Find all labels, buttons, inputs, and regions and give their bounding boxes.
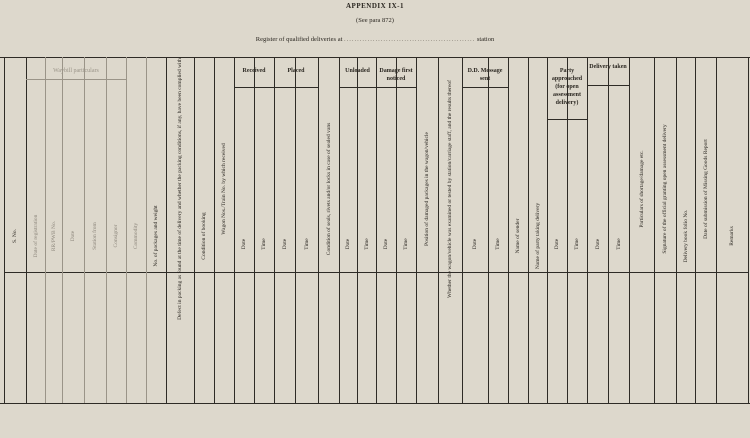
group-underline — [462, 87, 508, 88]
column-rule — [716, 57, 717, 403]
group-underline — [339, 87, 376, 88]
column-rule — [462, 57, 463, 403]
column-rule — [146, 57, 147, 403]
group-underline — [234, 87, 274, 88]
column-rule — [695, 57, 696, 403]
column-header-text: Date — [554, 238, 560, 250]
column-header-text: Date — [472, 238, 478, 250]
group-header: Received — [242, 68, 266, 74]
column-rule — [416, 57, 417, 403]
column-header-text: Time — [615, 238, 622, 250]
column-rule — [748, 57, 749, 403]
column-rule — [126, 57, 127, 403]
register-blank: .................................................. — [344, 36, 476, 43]
column-header-text: Time — [363, 238, 370, 250]
column-header-text: Defect in packing as found at the time of delivery and whether the packing conditions, if any, have been complied with — [177, 58, 183, 320]
column-header-text: Delivery book folio No. — [682, 209, 689, 263]
group-underline — [587, 85, 629, 86]
column-header-text: Date — [241, 238, 247, 250]
column-rule — [629, 57, 630, 403]
column-rule — [339, 57, 340, 403]
column-header-text: Particulars of shortage/damage etc. — [638, 150, 645, 228]
group-underline — [376, 87, 416, 88]
column-header-text: No. of packages and weight — [153, 205, 159, 267]
column-header-text: Date — [383, 238, 389, 250]
column-header-text: Date — [70, 230, 76, 242]
column-rule — [194, 57, 195, 403]
table-top-rule — [0, 57, 750, 58]
column-header-text: Condition of booking — [201, 212, 207, 260]
column-header-text: Name of sender — [515, 218, 521, 254]
column-header-text: Condition of seals, rivets and/or locks in case of sealed vans — [325, 122, 332, 256]
column-header-text: Station from — [92, 222, 98, 250]
register-suffix: station — [476, 36, 495, 43]
column-header-text: Signature of the official granting open assessment delivery — [662, 124, 668, 254]
group-header: Damage first noticed — [379, 68, 413, 82]
column-header-text: Time — [574, 238, 580, 250]
column-header-text: RR/PWB No. — [50, 220, 57, 252]
column-rule — [654, 57, 655, 403]
column-rule — [608, 57, 609, 403]
column-header-text: Position of damaged packages in the wagon/vehicle — [424, 132, 430, 246]
column-rule — [4, 57, 5, 403]
group-header: Delivery taken — [589, 64, 627, 70]
group-header: Party approached (for open assessment delivery) — [551, 68, 583, 106]
column-header-text: Wagon Nos./Train No. by which received — [221, 143, 227, 235]
group-underline — [274, 87, 318, 88]
appendix-title: APPENDIX IX-1 — [345, 2, 405, 10]
register-prefix: Register of qualified deliveries at — [255, 36, 343, 43]
column-header-text: Name of party taking delivery — [534, 202, 541, 270]
column-rule — [488, 57, 489, 403]
column-rule — [587, 57, 588, 403]
column-rule — [376, 57, 377, 403]
group-header: Waybill particulars — [53, 68, 99, 74]
column-header-text: Date — [345, 238, 351, 250]
column-header-text: Time — [495, 238, 501, 250]
column-header-text: Date — [594, 238, 601, 250]
group-header: Placed — [287, 68, 305, 74]
group-underline — [547, 119, 587, 120]
column-rule — [84, 57, 85, 403]
group-header: D.D. Message sent — [467, 68, 503, 82]
column-header-text: S. No. — [12, 229, 18, 243]
column-rule — [106, 57, 107, 403]
column-header-text: Whether the wagon/vehicle was examined or tested by station/carriage staff, and the results thereof — [447, 80, 453, 298]
column-rule — [357, 57, 358, 403]
column-header-text: Date of registration — [32, 214, 39, 258]
column-rule — [567, 57, 568, 403]
column-rule — [274, 57, 275, 403]
column-rule — [528, 57, 529, 403]
group-underline — [26, 79, 126, 80]
column-rule — [396, 57, 397, 403]
group-header: Unloaded — [345, 68, 370, 74]
column-rule — [166, 57, 167, 403]
column-rule — [26, 57, 27, 403]
table-bottom-rule — [0, 403, 750, 404]
column-rule — [547, 57, 548, 403]
column-rule — [45, 57, 46, 403]
column-rule — [438, 57, 439, 403]
column-header-text: Time — [261, 238, 267, 250]
column-rule — [295, 57, 296, 403]
column-rule — [62, 57, 63, 403]
column-rule — [318, 57, 319, 403]
column-rule — [508, 57, 509, 403]
column-header-text: Consignor — [113, 224, 119, 248]
column-header-text: Date — [281, 238, 288, 250]
column-rule — [254, 57, 255, 403]
column-header-text: Date of submission of Missing Goods Report — [702, 139, 709, 239]
column-header-text: Time — [403, 238, 409, 250]
column-header-text: Commodity — [133, 222, 139, 250]
para-reference: (See para 872) — [356, 17, 394, 24]
column-rule — [676, 57, 677, 403]
column-header-text: Remarks — [729, 226, 735, 246]
column-header-text: Time — [303, 238, 310, 250]
column-rule — [214, 57, 215, 403]
column-rule — [234, 57, 235, 403]
